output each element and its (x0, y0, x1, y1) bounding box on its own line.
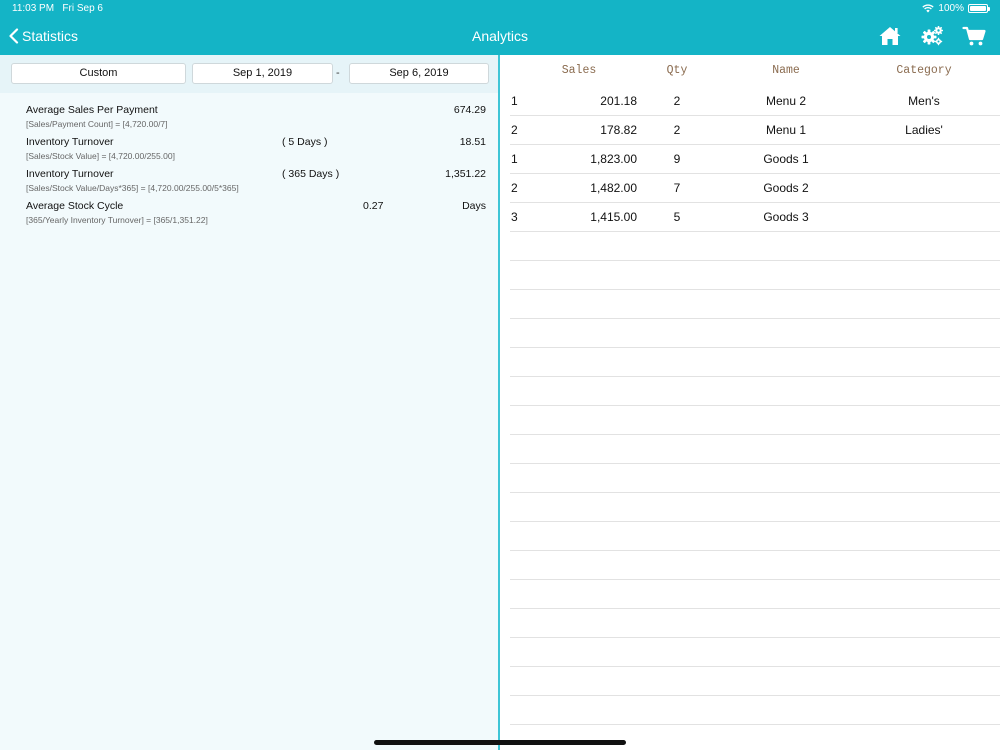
row-name: Goods 3 (763, 210, 809, 224)
row-sales: 1,482.00 (590, 181, 637, 195)
table-row[interactable] (510, 203, 1000, 232)
metric-formula: [Sales/Payment Count] = [4,720.00/7] (26, 119, 168, 129)
metric-period: ( 365 Days ) (282, 168, 340, 180)
date-separator: - (336, 67, 340, 79)
chevron-left-icon (8, 28, 19, 44)
battery-icon (968, 4, 988, 13)
column-header-category: Category (896, 64, 952, 77)
empty-table-row (510, 464, 1000, 493)
empty-table-row (510, 435, 1000, 464)
row-index: 2 (511, 123, 518, 137)
empty-table-row (510, 609, 1000, 638)
empty-table-row (510, 522, 1000, 551)
row-sales: 1,823.00 (590, 152, 637, 166)
row-name: Goods 2 (763, 181, 809, 195)
row-sales: 201.18 (600, 94, 637, 108)
status-time (12, 3, 103, 14)
empty-table-row (510, 638, 1000, 667)
metrics-pane (0, 55, 498, 750)
empty-table-row (510, 261, 1000, 290)
start-date-field[interactable]: Sep 1, 2019 (192, 63, 333, 84)
metric-label: Inventory Turnover (26, 168, 114, 180)
back-button-label: Statistics (22, 28, 79, 44)
empty-table-row (510, 377, 1000, 406)
row-index: 1 (511, 152, 518, 166)
empty-table-row (510, 319, 1000, 348)
status-date-text: Fri Sep 6 (62, 3, 103, 14)
row-category: Ladies' (905, 123, 943, 137)
empty-table-row (510, 406, 1000, 435)
table-row[interactable] (510, 174, 1000, 203)
status-time-text: 11:03 PM (12, 3, 55, 14)
column-header-qty: Qty (666, 64, 688, 77)
metric-mid-value: 0.27 (363, 200, 384, 212)
row-qty: 2 (673, 94, 681, 108)
empty-table-row (510, 551, 1000, 580)
metric-average-sales-per-payment (26, 104, 486, 134)
metric-label: Average Sales Per Payment (26, 104, 158, 116)
home-indicator (374, 740, 626, 745)
end-date-field[interactable]: Sep 6, 2019 (349, 63, 489, 84)
ranking-table (500, 55, 1000, 750)
row-sales: 1,415.00 (590, 210, 637, 224)
empty-table-row (510, 667, 1000, 696)
row-category: Men's (908, 94, 940, 108)
back-button[interactable] (8, 27, 78, 45)
metric-label: Average Stock Cycle (26, 200, 124, 212)
battery-percent: 100% (938, 3, 964, 14)
metric-formula: [365/Yearly Inventory Turnover] = [365/1,351.22] (26, 215, 208, 225)
table-row[interactable] (510, 87, 1000, 116)
row-name: Menu 1 (765, 123, 807, 137)
metric-value: 18.51 (459, 136, 486, 148)
empty-table-row (510, 580, 1000, 609)
row-qty: 7 (673, 181, 681, 195)
row-index: 2 (511, 181, 518, 195)
empty-table-row (510, 348, 1000, 377)
empty-table-row (510, 232, 1000, 261)
date-range-bar (0, 55, 498, 93)
row-qty: 2 (673, 123, 681, 137)
empty-table-row (510, 696, 1000, 725)
row-name: Goods 1 (763, 152, 809, 166)
row-qty: 9 (673, 152, 681, 166)
empty-table-row (510, 493, 1000, 522)
row-qty: 5 (673, 210, 681, 224)
empty-table-row (510, 290, 1000, 319)
metric-period: ( 5 Days ) (282, 136, 328, 148)
table-row[interactable] (510, 145, 1000, 174)
metric-value: 1,351.22 (445, 168, 486, 180)
metric-inventory-turnover-yearly (26, 168, 486, 198)
row-name: Menu 2 (765, 94, 807, 108)
home-icon[interactable] (878, 25, 902, 47)
metric-average-stock-cycle (26, 200, 486, 230)
row-index: 3 (511, 210, 518, 224)
metric-label: Inventory Turnover (26, 136, 114, 148)
status-indicators (922, 3, 988, 14)
metric-formula: [Sales/Stock Value/Days*365] = [4,720.00/255.00/5*365] (26, 183, 239, 193)
metric-value: 674.29 (453, 104, 486, 116)
row-sales: 178.82 (600, 123, 637, 137)
nav-bar (0, 0, 1000, 55)
column-header-sales: Sales (561, 64, 597, 77)
page-title: Analytics (471, 28, 529, 44)
metric-unit: Days (462, 200, 486, 212)
gears-icon[interactable] (920, 25, 944, 47)
metric-inventory-turnover-period (26, 136, 486, 166)
wifi-icon (922, 4, 934, 13)
metric-formula: [Sales/Stock Value] = [4,720.00/255.00] (26, 151, 175, 161)
period-selector[interactable]: Custom (11, 63, 186, 84)
cart-icon[interactable] (962, 25, 986, 47)
table-row[interactable] (510, 116, 1000, 145)
row-index: 1 (511, 94, 518, 108)
column-header-name: Name (772, 64, 800, 77)
